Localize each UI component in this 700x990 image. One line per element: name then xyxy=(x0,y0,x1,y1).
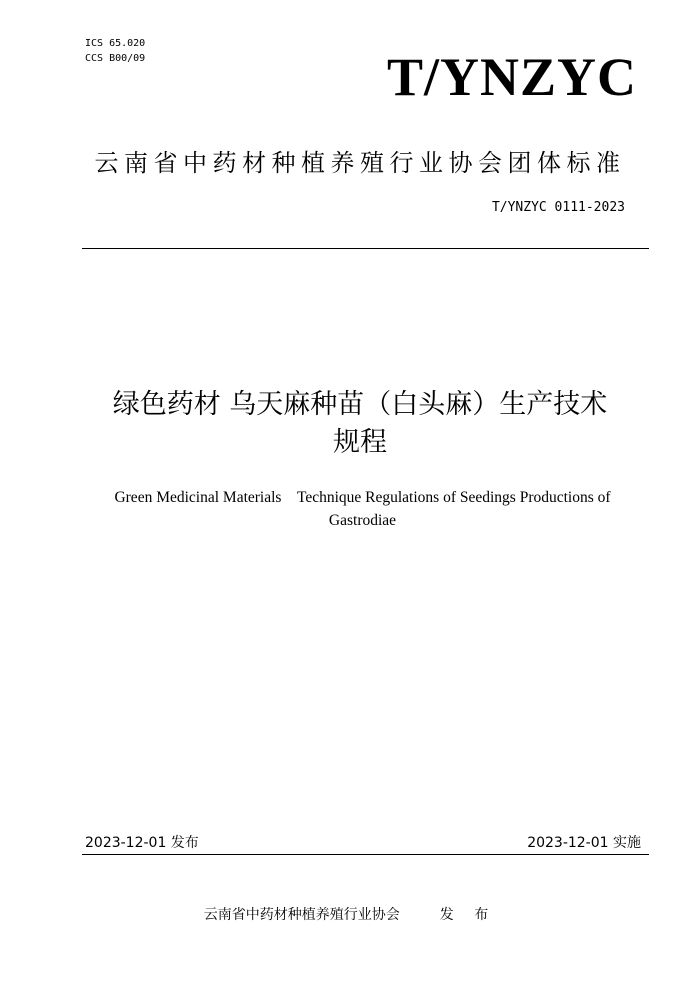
classification-codes xyxy=(85,36,145,66)
effective-date: 2023-12-01 实施 xyxy=(527,835,641,851)
publisher-verb: 发 布 xyxy=(439,907,497,923)
header-divider xyxy=(82,248,649,249)
title-en-line-1: Green Medicinal Materials Technique Regulations of Seedings Productions of xyxy=(114,489,611,506)
footer-divider xyxy=(82,854,649,855)
publisher-organization: 云南省中药材种植养殖行业协会 xyxy=(203,907,400,923)
organization-standard-title: 云南省中药材种植养殖行业协会团体标准 xyxy=(94,149,626,177)
document-title-english xyxy=(90,486,635,532)
title-cn-line-2: 规程 xyxy=(333,427,387,458)
title-cn-line-1: 绿色药材 乌天麻种苗（白头麻）生产技术 xyxy=(112,389,608,420)
publisher-line xyxy=(0,904,700,924)
standard-number: T/YNZYC 0111-2023 xyxy=(491,200,625,215)
issue-date: 2023-12-01 发布 xyxy=(85,835,199,851)
ics-code: ICS 65.020 xyxy=(85,38,146,49)
title-en-line-2: Gastrodiae xyxy=(328,512,397,529)
standard-brand-logo: T/YNZYC xyxy=(386,47,637,107)
document-title-chinese xyxy=(70,386,650,462)
ccs-code: CCS B00/09 xyxy=(85,53,146,64)
